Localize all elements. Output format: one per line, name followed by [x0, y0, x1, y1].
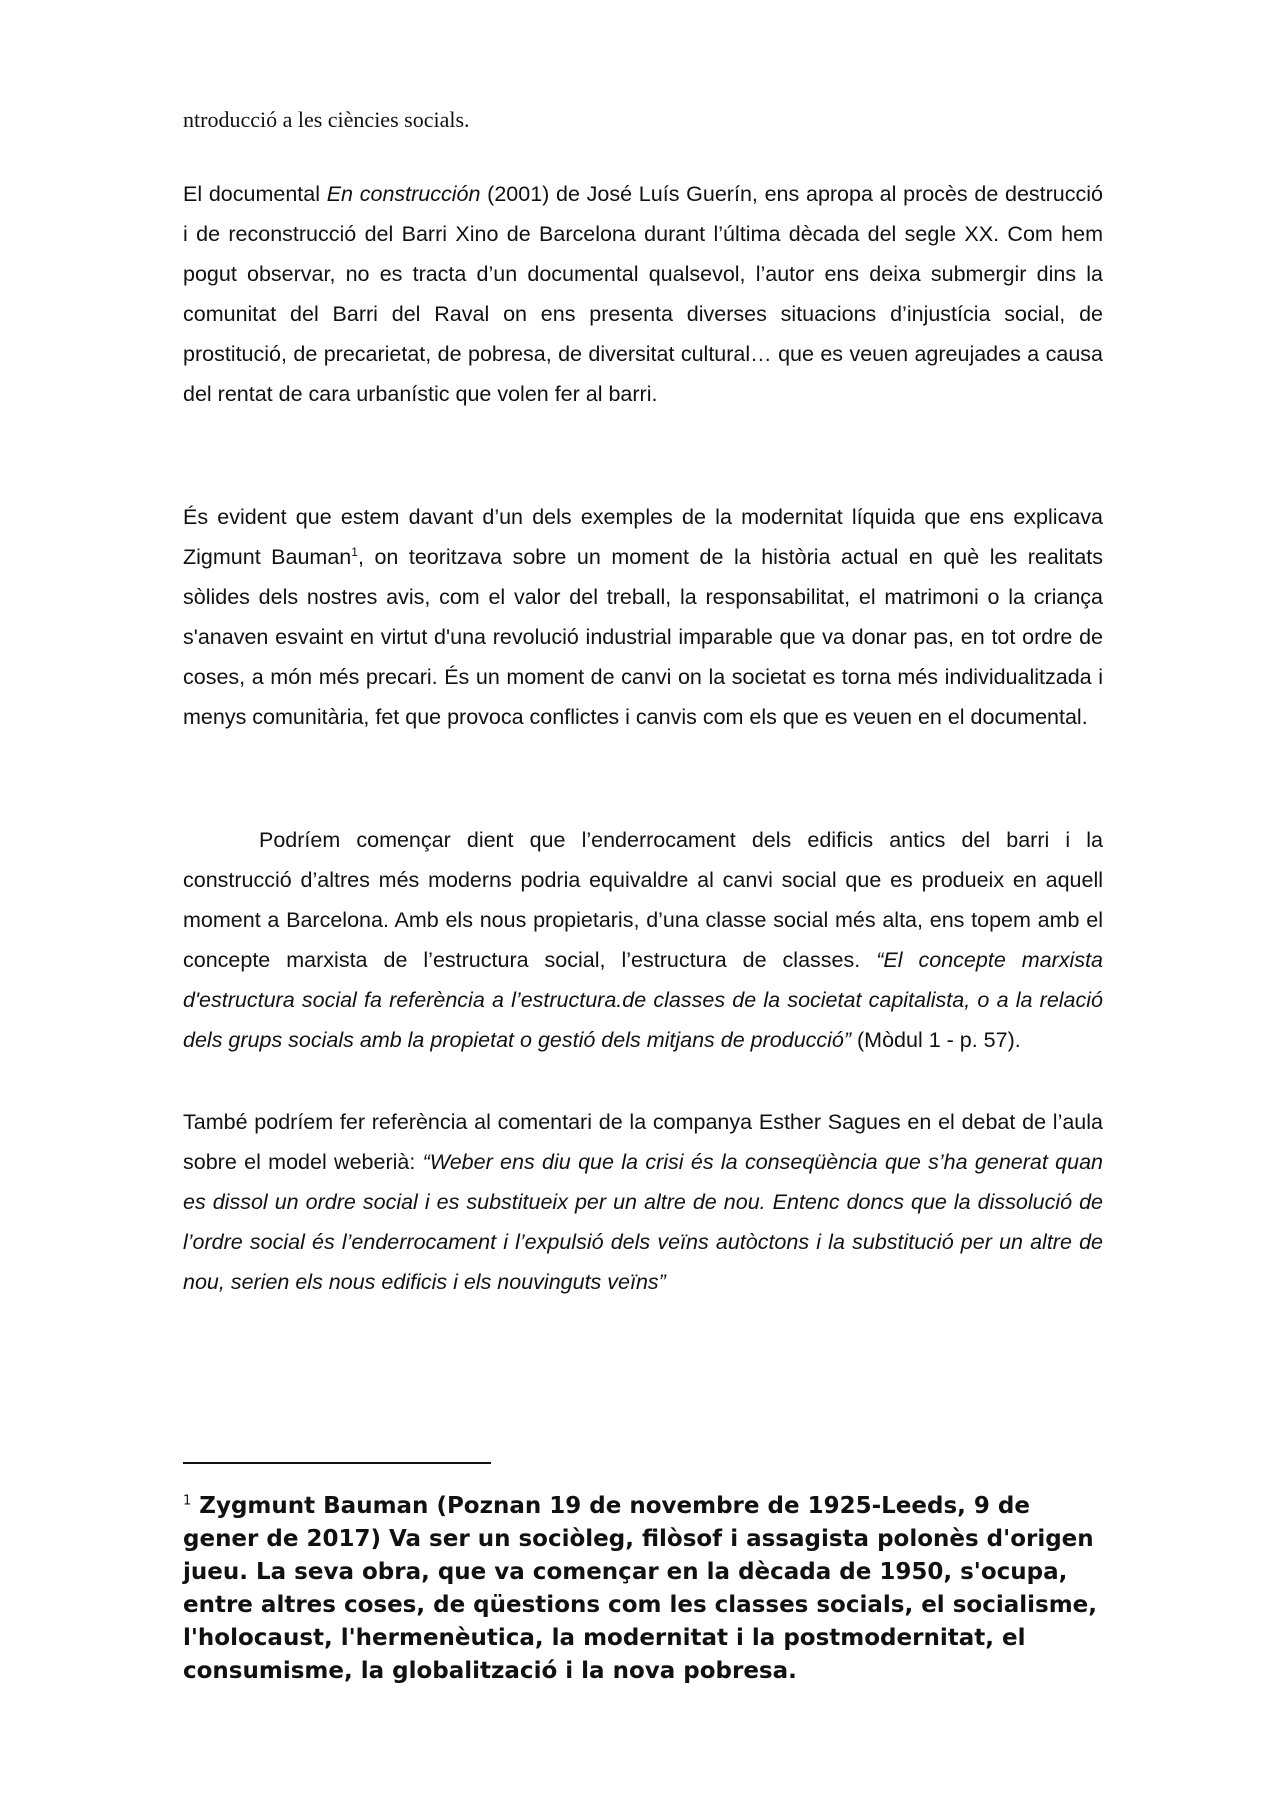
paragraph-text: El documental — [183, 182, 327, 206]
marxist-quote: “El concepte marxista d'estructura social fa referència a l’estructura.de classes de la societat capitalista, o a la relació dels grups socials amb la propietat o gestió dels mitjans de producció” — [183, 948, 1104, 1052]
paragraph-text: (Mòdul 1 - p. 57). — [851, 1028, 1021, 1052]
paragraph-text: Podríem començar dient que l’enderrocament dels edificis antics del barri i la construcció d’altres més moderns podria equivaldre al canvi social que es produeix en aquell moment a Barcelona. Amb els nous propietaris, d’una classe social més alta, ens topem amb el concepte marxista de l’estructura social, l’estructura de classes. — [183, 828, 1103, 972]
paragraph-text: (2001) de José Luís Guerín, ens apropa al procès de destrucció i de reconstrucció del Barri Xino de Barcelona durant l’última dècada del segle XX. Com hem pogut observar, no es tracta d’un documental qualsevol, l’autor ens deixa submergir dins la comunitat del Barri del Raval on ens presenta diverses situacions d’injustícia social, de prostitució, de precarietat, de pobresa, de diversitat cultural… que es veuen agreujades a causa del rentat de cara urbanístic que volen fer al barri. — [183, 182, 1103, 406]
paragraph-text: , on teoritzava sobre un moment de la història actual en què les realitats sòlides dels nostres avis, com el valor del treball, la responsabilitat, el matrimoni o la criança s'anaven esvaint en virtut d'una revolució industrial imparable que va donar pas, en tot ordre de coses, a món més precari. És un moment de canvi on la societat es torna més individualitzada i menys comunitària, fet que provoca conflictes i canvis com els que es veuen en el documental. — [183, 545, 1103, 729]
weber-quote: “Weber ens diu que la crisi és la conseqüència que s’ha generat quan es dissol un ordre social i es substitueix per un altre de nou. Entenc doncs que la dissolució de l’ordre social és l’enderrocament i l’expulsió dels veïns autòctons i la substitució per un altre de nou, serien els nous edificis i els nouvinguts veïns” — [183, 1150, 1103, 1294]
paragraph-documental — [183, 174, 1103, 414]
paragraph-marxist — [183, 820, 1103, 1060]
continued-heading: ntroducció a les ciències socials. — [183, 107, 470, 132]
paragraph-text: És evident que estem davant d’un dels exemples de la modernitat líquida que ens explicava Zigmunt Bauman — [183, 505, 1103, 569]
paragraph-text: També podríem fer referència al comentari de la companya Esther Sagues en el debat de l’aula sobre el model weberià: — [183, 1110, 1103, 1174]
footnote-mark: 1 — [183, 1493, 192, 1509]
film-title: En construcción — [326, 182, 481, 206]
footnote-reference[interactable]: 1 — [351, 544, 358, 559]
footnote-text: Zygmunt Bauman (Poznan 19 de novembre de 1925-Leeds, 9 de gener de 2017) Va ser un sociòleg, filòsof i assagista polonès d'origen jueu. La seva obra, que va començar en la dècada de 1950, s'ocupa, entre altres coses, de qüestions com les classes socials, el socialisme, l'holocaust, l'hermenèutica, la modernitat i la postmodernitat, el consumisme, la globalització i la nova pobresa. — [183, 1493, 1097, 1684]
footnote — [183, 1490, 1103, 1688]
paragraph-bauman — [183, 497, 1103, 737]
paragraph-weber — [183, 1102, 1103, 1302]
footnote-separator — [183, 1462, 491, 1464]
